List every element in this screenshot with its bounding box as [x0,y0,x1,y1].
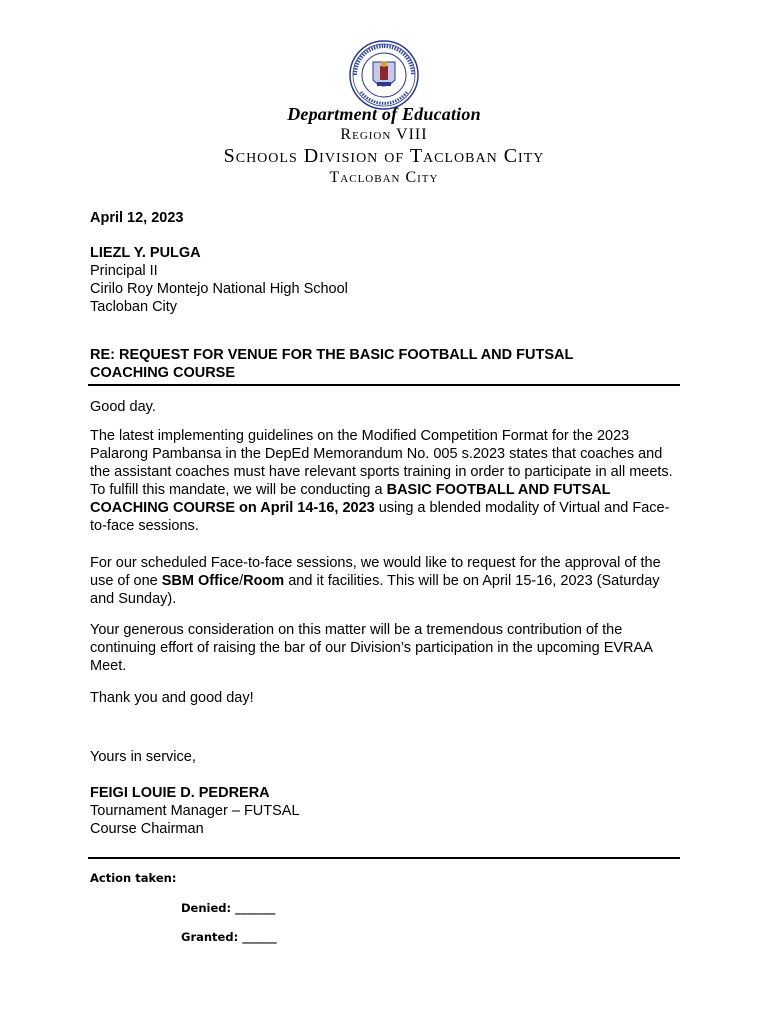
signatory-name: FEIGI LOUIE D. PEDRERA [90,785,270,801]
p1-text-2: using a blended modality of Virtual and Face-to-face sessions. [90,500,670,534]
body-paragraph-1 [90,427,680,535]
subject-line-1: RE: REQUEST FOR VENUE FOR THE BASIC FOOTBALL AND FUTSAL [90,347,574,363]
letterhead-city: Tacloban City [329,169,439,186]
letterhead-region: Region VIII [340,126,428,143]
deped-seal-icon [349,40,419,110]
action-denied-field: Denied: _______ [181,901,276,915]
signature-block [90,784,680,838]
p2-text-2: / [239,573,244,589]
p1-text-1: The latest implementing guidelines on the Modified Competition Format for the 2023 Palarong Pambansa in the DepEd Memorandum No. 005 s.2023 states that coaches and the assistant coaches must have relevant sports training in order to participate in all meets. To fulfill this mandate, we will be conducting a [90,428,673,498]
p2-text-1: For our scheduled Face-to-face sessions, we would like to request for the approval of the use of one [90,555,661,589]
recipient-school: Cirilo Roy Montejo National High School [90,281,348,297]
recipient-block [90,244,680,316]
recipient-city: Tacloban City [90,299,178,315]
p2-bold-2: Room [243,573,285,589]
action-granted-field: Granted: ______ [181,930,277,944]
body-paragraph-2 [90,554,680,608]
p2-text-3: and it facilities. This will be on April 15-16, 2023 (Saturday and Sunday). [90,573,660,607]
action-taken-label: Action taken: [90,871,177,885]
letter-date: April 12, 2023 [90,210,184,226]
action-divider [88,857,680,859]
greeting: Good day. [90,399,156,415]
p2-bold-1: SBM Office [161,573,240,589]
letterhead-division: Schools Division of Tacloban City [223,145,545,167]
subject-line [90,346,680,382]
subject-divider [88,384,680,386]
p1-bold-1: BASIC FOOTBALL AND FUTSAL COACHING COURSE on April 14-16, 2023 [90,482,611,516]
recipient-name: LIEZL Y. PULGA [90,245,201,261]
body-paragraph-3: Your generous consideration on this matter will be a tremendous contribution of the continuing effort of raising the bar of our Division’s participation in the upcoming EVRAA Meet. [90,622,653,674]
letterhead-department: Department of Education [287,104,481,124]
closing-thanks: Thank you and good day! [90,690,254,706]
signatory-role: Course Chairman [90,821,204,837]
closing-salutation: Yours in service, [90,749,196,765]
subject-line-2: COACHING COURSE [90,365,236,381]
signatory-title: Tournament Manager – FUTSAL [90,803,300,819]
recipient-position: Principal II [90,263,158,279]
